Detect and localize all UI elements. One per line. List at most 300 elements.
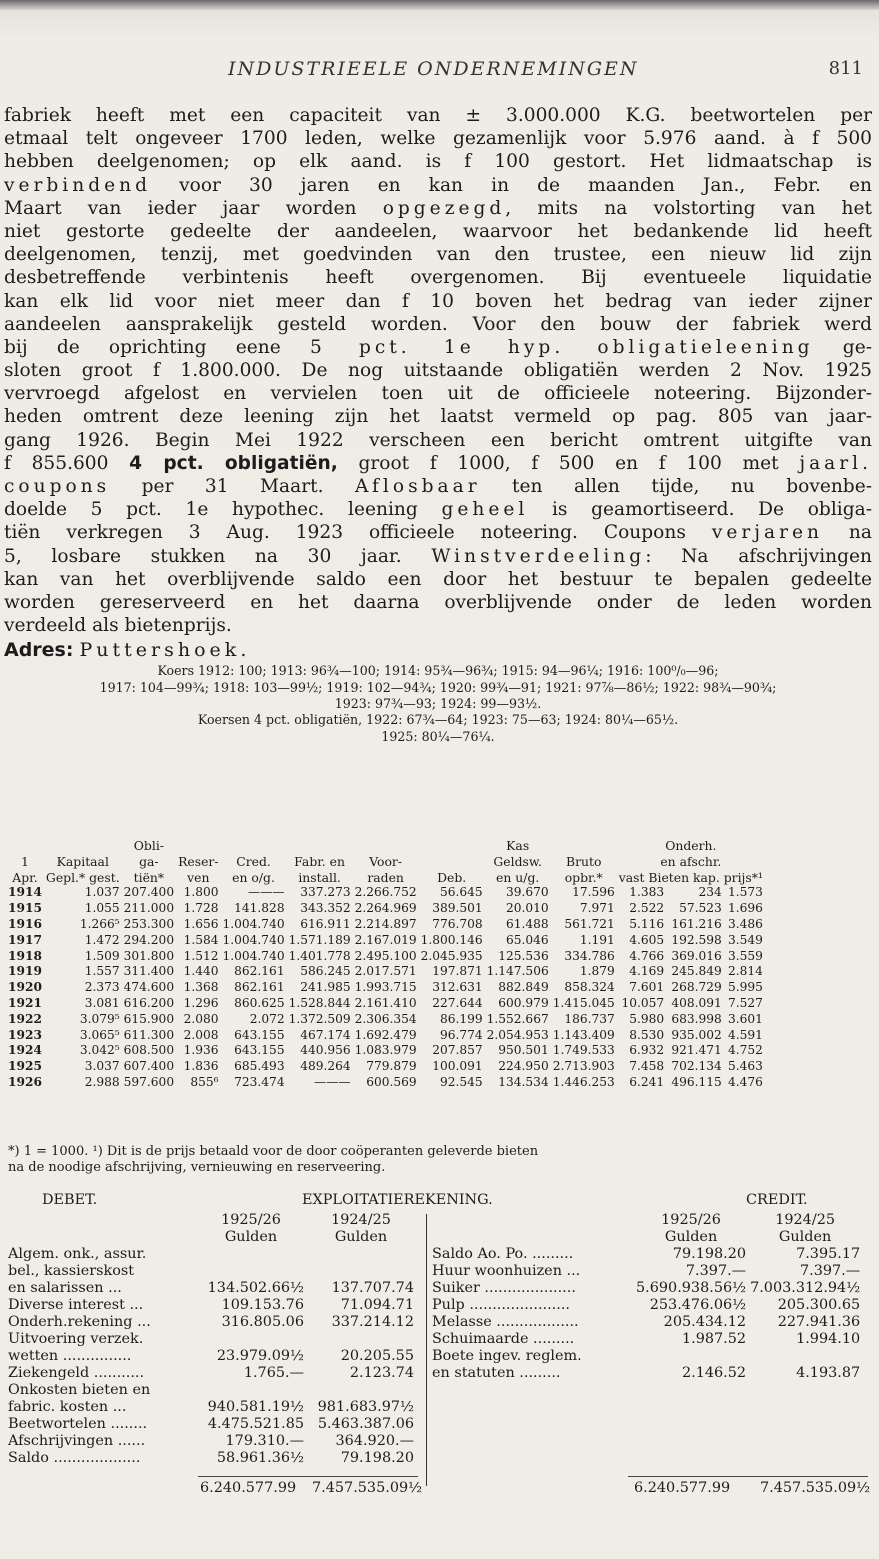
row-year: 1922 <box>8 1011 42 1026</box>
column-header: opbr.* <box>564 869 603 885</box>
debit-table <box>6 1212 416 1467</box>
table-header-row <box>6 854 765 870</box>
table-cell: 334.786 <box>564 948 615 963</box>
column-header: Fabr. en <box>294 853 345 869</box>
column-header: install. <box>298 869 341 885</box>
spaced-term: 5 pct. 1e hyp. obligatieleening <box>309 336 814 358</box>
table-cell: 6.932 <box>629 1043 665 1058</box>
table-cell: 253.300 <box>123 916 175 931</box>
account-row <box>6 1348 416 1365</box>
table-cell: 311.400 <box>123 964 175 979</box>
table-cell: 2.814 <box>728 964 763 979</box>
amount-cell <box>196 1382 306 1399</box>
table-cell: 100.091 <box>432 1059 483 1074</box>
account-label: Pulp ...................... <box>432 1297 570 1313</box>
table-cell: 2.167.019 <box>354 932 417 947</box>
spaced-term: Aflosbaar <box>354 476 481 497</box>
column-header <box>287 838 353 854</box>
table-cell: 2.713.903 <box>552 1059 615 1074</box>
table-cell: 1.446.253 <box>552 1074 615 1089</box>
text-line <box>4 521 872 544</box>
table-cell: 1.696 <box>728 901 763 916</box>
column-header <box>419 854 485 870</box>
table-row <box>6 901 765 917</box>
account-row <box>430 1263 862 1280</box>
table-cell: 1.266⁵ <box>79 916 120 931</box>
column-header: en u/g. <box>496 869 540 885</box>
account-row <box>6 1450 416 1467</box>
amount-cell <box>306 1263 416 1280</box>
table-cell: 1.728 <box>183 901 219 916</box>
table-cell: 3.601 <box>728 1011 763 1026</box>
spaced-term: geheel <box>441 499 529 521</box>
table-cell: 600.979 <box>498 995 549 1010</box>
table-cell: 3.042⁵ <box>79 1043 120 1058</box>
table-cell: 39.670 <box>506 885 549 900</box>
amount-cell: 79.198.20 <box>340 1450 414 1466</box>
table-cell: 5.980 <box>629 1011 665 1026</box>
table-cell: 1.083.979 <box>354 1043 417 1058</box>
table-cell: 10.057 <box>621 995 665 1010</box>
table-cell: 1.528.844 <box>288 995 351 1010</box>
account-row <box>6 1280 416 1297</box>
amount-cell: 7.397.— <box>685 1263 747 1279</box>
account-row <box>430 1280 862 1297</box>
column-header <box>551 838 617 854</box>
table-cell: 56.645 <box>440 885 483 900</box>
column-header <box>419 838 485 854</box>
text-segment: Maart van ieder jaar worden <box>4 197 383 219</box>
text-segment: voor 30 jaren en kan in de maanden Jan., Febr. en <box>151 174 872 196</box>
row-year: 1916 <box>8 916 42 931</box>
price-line: 1923: 97¾—93; 1924: 99—93½. <box>334 696 542 712</box>
financial-history-table <box>6 838 765 1091</box>
table-cell: 855⁶ <box>190 1074 219 1089</box>
column-header: raden <box>367 869 404 885</box>
table-cell: 389.501 <box>432 901 483 916</box>
table-cell: 1.749.533 <box>552 1043 615 1058</box>
table-cell: 7.458 <box>629 1059 665 1074</box>
scan-edge <box>0 0 879 10</box>
year-label: 1925/26 <box>221 1212 281 1228</box>
text-line: aandeelen aansprakelijk gesteld worden. Voor den bouw der fabriek werd <box>4 313 872 335</box>
amount-cell: 134.502.66½ <box>207 1280 304 1296</box>
column-header <box>353 838 419 854</box>
table-row <box>6 1028 765 1044</box>
table-cell: 3.081 <box>84 995 120 1010</box>
table-cell: 685.493 <box>234 1059 285 1074</box>
table-row <box>6 964 765 980</box>
address-label: Adres: <box>4 639 74 662</box>
account-row <box>6 1297 416 1314</box>
row-year: 1918 <box>8 948 42 963</box>
table-cell: 1.800.146 <box>420 932 483 947</box>
spaced-term: verjaren <box>711 522 823 544</box>
year-header-row <box>430 1212 862 1246</box>
amount-cell: 981.683.97½ <box>317 1399 414 1415</box>
text-line: desbetreffende verbintenis heeft overgenomen. Bij eventueele liquidatie <box>4 267 872 289</box>
table-cell: 935.002 <box>671 1027 722 1042</box>
table-cell: 65.046 <box>506 932 549 947</box>
text-segment: : Na afschrijvingen <box>645 545 872 567</box>
account-row <box>6 1399 416 1416</box>
amount-cell: 1.987.52 <box>681 1331 747 1347</box>
amount-cell: 205.434.12 <box>663 1314 747 1330</box>
account-title: EXPLOITATIEREKENING. <box>302 1192 493 1208</box>
text-line <box>4 452 872 475</box>
table-cell: 3.486 <box>728 916 763 931</box>
table-cell: 3.079⁵ <box>79 1011 120 1026</box>
column-header: Kapitaal <box>56 853 109 869</box>
row-year: 1914 <box>8 885 42 900</box>
column-header: en afschr. <box>660 853 722 869</box>
divider <box>426 1214 427 1486</box>
text-segment: ten allen tijde, nu bovenbe- <box>480 476 872 497</box>
table-cell: 1.656 <box>183 916 219 931</box>
table-cell: 337.273 <box>300 885 351 900</box>
account-row <box>6 1365 416 1382</box>
amount-cell: 2.123.74 <box>349 1365 414 1381</box>
total-debit-a: 6.240.577.99 <box>200 1480 297 1496</box>
table-cell: 4.605 <box>629 932 665 947</box>
table-cell: 245.849 <box>671 964 722 979</box>
year-header <box>748 1212 862 1246</box>
text-line <box>4 174 872 197</box>
account-label: fabric. kosten ... <box>8 1399 127 1415</box>
table-cell: 207.400 <box>123 885 175 900</box>
exploitation-account <box>6 1192 872 1466</box>
text-line: kan elk lid voor niet meer dan f 10 boven het bedrag van ieder zijner <box>4 290 872 312</box>
column-header: Deb. <box>437 869 467 885</box>
text-line: worden gereserveerd en het daarna overblijvende onder de leden worden <box>4 591 872 613</box>
account-label: Suiker .................... <box>432 1280 576 1296</box>
table-cell: 312.631 <box>432 980 483 995</box>
table-cell: 862.161 <box>234 980 285 995</box>
table-cell: 2.264.969 <box>354 901 417 916</box>
column-header: Cred. <box>236 853 271 869</box>
amount-cell: 205.300.65 <box>777 1297 861 1313</box>
text-line <box>4 545 872 568</box>
debit-column <box>6 1212 416 1467</box>
account-row <box>6 1433 416 1450</box>
amount-cell: 7.397.— <box>799 1263 861 1279</box>
table-cell: 1.372.509 <box>288 1011 351 1026</box>
table-cell: 3.037 <box>84 1059 120 1074</box>
footnote: *) 1 = 1000. ¹) Dit is de prijs betaald voor de door coöperanten geleverde bieten <box>8 1144 539 1159</box>
table-cell: 1.296 <box>183 995 219 1010</box>
row-year: 1917 <box>8 932 42 947</box>
table-cell: 440.956 <box>300 1043 351 1058</box>
account-label: Huur woonhuizen ... <box>432 1263 581 1279</box>
table-cell: 474.600 <box>123 980 175 995</box>
amount-cell: 940.581.19½ <box>207 1399 304 1415</box>
account-header <box>6 1192 872 1210</box>
table-cell: 1.147.506 <box>486 964 549 979</box>
text-segment: na <box>822 522 872 544</box>
running-header <box>0 58 879 86</box>
price-line: Koers 1912: 100; 1913: 96¾—100; 1914: 95¾—96¾; 1915: 94—96¼; 1916: 100⁰/₀—96; <box>157 663 719 679</box>
column-header: ven <box>187 869 210 885</box>
table-cell: 2.306.354 <box>354 1011 417 1026</box>
text-line: deelgenomen, tenzij, met goedvinden van den trustee, een nieuw lid zijn <box>4 244 872 266</box>
account-label: Ziekengeld ........... <box>8 1365 145 1381</box>
year-label: 1925/26 <box>661 1212 721 1228</box>
table-cell: 192.598 <box>671 932 722 947</box>
price-line: Koersen 4 pct. obligatiën, 1922: 67¾—64; 1923: 75—63; 1924: 80¼—65½. <box>197 712 679 728</box>
amount-cell <box>306 1382 416 1399</box>
table-cell: 921.471 <box>671 1043 722 1058</box>
amount-cell <box>196 1246 306 1263</box>
table-cell: 1.191 <box>579 932 615 947</box>
column-header: Geldsw. <box>493 853 542 869</box>
table-cell: 1.440 <box>183 964 219 979</box>
text-line: etmaal telt ongeveer 1700 leden, welke gezamenlijk voor 5.976 aand. à f 500 <box>4 128 872 150</box>
amount-cell: 253.476.06½ <box>649 1297 747 1313</box>
table-cell: 3.559 <box>728 948 763 963</box>
column-header: Obli- <box>133 838 164 853</box>
unit-label: Gulden <box>664 1229 718 1245</box>
amount-cell: 20.205.55 <box>340 1348 414 1364</box>
text-segment: ge- <box>813 336 872 358</box>
amount-cell: 1.765.— <box>243 1365 304 1381</box>
column-header: Onderh. <box>665 838 717 853</box>
text-line: gang 1926. Begin Mei 1922 verscheen een bericht omtrent uitgifte van <box>4 429 872 451</box>
text-line: sloten groot f 1.800.000. De nog uitstaande obligatiën werden 2 Nov. 1925 <box>4 360 872 382</box>
account-label: en salarissen ... <box>8 1280 122 1296</box>
table-row <box>6 1012 765 1028</box>
table-cell: 683.998 <box>671 1011 722 1026</box>
account-label: Afschrijvingen ...... <box>8 1433 146 1449</box>
amount-cell: 2.146.52 <box>681 1365 747 1381</box>
amount-cell <box>306 1246 416 1263</box>
table-cell: 17.596 <box>572 885 615 900</box>
table-cell: 369.016 <box>671 948 722 963</box>
account-row <box>6 1263 416 1280</box>
account-row <box>430 1348 862 1365</box>
text-line <box>4 498 872 521</box>
table-cell: 1.557 <box>84 964 120 979</box>
page-number: 811 <box>828 58 863 79</box>
account-row <box>6 1382 416 1399</box>
account-row <box>430 1331 862 1348</box>
table-cell: 20.010 <box>506 901 549 916</box>
table-cell: 1.055 <box>84 901 120 916</box>
row-year: 1915 <box>8 901 42 916</box>
amount-cell: 7.395.17 <box>796 1246 861 1262</box>
table-cell: 186.737 <box>564 1011 615 1026</box>
account-label: en statuten ......... <box>432 1365 561 1381</box>
table-header-row <box>6 838 765 854</box>
table-row <box>6 933 765 949</box>
table-cell: 1.143.409 <box>552 1027 615 1042</box>
amount-cell: 79.198.20 <box>672 1246 747 1262</box>
table-cell: 1.472 <box>84 932 120 947</box>
table-cell: 1.401.778 <box>288 948 351 963</box>
year-header <box>6 1212 196 1246</box>
column-header: Kas <box>506 838 530 853</box>
spaced-term: verbindend <box>4 174 152 196</box>
column-header: vast Bieten kap. prijs*¹ <box>618 869 763 885</box>
table-cell: 496.115 <box>671 1074 722 1089</box>
table-cell: 2.080 <box>183 1011 219 1026</box>
table-cell: 125.536 <box>498 948 549 963</box>
account-label: Boete ingev. reglem. <box>432 1348 582 1364</box>
table-cell: 57.523 <box>679 901 722 916</box>
year-label: 1924/25 <box>331 1212 391 1228</box>
text-segment: per 31 Maart. <box>110 476 355 497</box>
column-header <box>221 838 287 854</box>
table-header-row <box>6 870 765 886</box>
amount-cell: 4.475.521.85 <box>207 1416 304 1432</box>
row-year: 1926 <box>8 1074 42 1089</box>
table-cell: 6.241 <box>629 1074 665 1089</box>
address-value: Puttershoek. <box>79 639 251 662</box>
table-cell: 7.601 <box>629 980 665 995</box>
account-label: Schuimaarde ......... <box>432 1331 575 1347</box>
table-cell: 643.155 <box>234 1043 285 1058</box>
table-row <box>6 917 765 933</box>
year-header <box>634 1212 748 1246</box>
column-header: 1 <box>21 853 29 869</box>
table-cell: ——— <box>248 885 285 900</box>
bold-term: 4 pct. obligatiën, <box>129 452 338 474</box>
table-cell: 723.474 <box>234 1074 285 1089</box>
text-line: hebben deelgenomen; op elk aand. is f 100 gestort. Het lidmaatschap is <box>4 151 872 173</box>
table-cell: 3.065⁵ <box>79 1027 120 1042</box>
table-cell: 2.522 <box>629 901 665 916</box>
amount-cell: 58.961.36½ <box>216 1450 304 1466</box>
text-line: verdeeld als bietenprijs. <box>4 615 232 637</box>
address-line <box>4 637 872 663</box>
table-row <box>6 1043 765 1059</box>
table-cell: 5.116 <box>629 916 665 931</box>
row-year: 1925 <box>8 1059 42 1074</box>
account-label: Uitvoering verzek. <box>8 1331 144 1347</box>
table-cell: 4.766 <box>629 948 665 963</box>
text-line: fabriek heeft met een capaciteit van ± 3.000.000 K.G. beetwortelen per <box>4 105 872 126</box>
table-cell: 2.988 <box>84 1074 120 1089</box>
account-row <box>430 1297 862 1314</box>
table-cell: 1.879 <box>579 964 615 979</box>
body-text <box>4 104 872 745</box>
unit-label: Gulden <box>334 1229 388 1245</box>
account-label: Onkosten bieten en <box>8 1382 151 1398</box>
table-cell: 882.849 <box>498 980 549 995</box>
column-header: en o/g. <box>232 869 275 885</box>
amount-cell <box>196 1331 306 1348</box>
table-cell: 1.993.715 <box>354 980 417 995</box>
account-label: bel., kassierskost <box>8 1263 135 1279</box>
text-segment: bij de oprichting eene <box>4 336 310 358</box>
table-cell: 4.591 <box>728 1027 763 1042</box>
row-year: 1924 <box>8 1043 42 1058</box>
table-row <box>6 949 765 965</box>
debit-heading: DEBET. <box>42 1192 98 1208</box>
table-cell: 2.214.897 <box>354 916 417 931</box>
account-label: Algem. onk., assur. <box>8 1246 147 1262</box>
table-cell: 61.488 <box>506 916 549 931</box>
table-cell: 1.037 <box>84 885 120 900</box>
row-year: 1923 <box>8 1027 42 1042</box>
table-cell: 7.971 <box>579 901 615 916</box>
table-cell: 268.729 <box>671 980 722 995</box>
column-header <box>6 838 44 854</box>
amount-cell: 1.994.10 <box>796 1331 861 1347</box>
table-cell: 4.752 <box>728 1043 763 1058</box>
table-cell: 779.879 <box>366 1059 417 1074</box>
table-cell: 597.600 <box>123 1074 175 1089</box>
amount-cell: 4.193.87 <box>796 1365 861 1381</box>
table-cell: 408.091 <box>671 995 722 1010</box>
table-cell: 211.000 <box>123 901 175 916</box>
table-cell: 1.415.045 <box>552 995 615 1010</box>
amount-cell: 23.979.09½ <box>216 1348 304 1364</box>
amount-cell: 5.690.938.56½ <box>636 1280 747 1296</box>
table-cell: 2.045.935 <box>420 948 483 963</box>
table-cell: 2.495.100 <box>354 948 417 963</box>
table-cell: 294.200 <box>123 932 175 947</box>
table-cell: 2.017.571 <box>354 964 417 979</box>
table-cell: 1.936 <box>183 1043 219 1058</box>
table-cell: 467.174 <box>300 1027 351 1042</box>
total-credit-a: 6.240.577.99 <box>634 1480 731 1496</box>
table-cell: 5.995 <box>728 980 763 995</box>
table-cell: 608.500 <box>123 1043 175 1058</box>
table-cell: 1.692.479 <box>354 1027 417 1042</box>
table-cell: 7.527 <box>728 995 763 1010</box>
year-header <box>430 1212 634 1246</box>
account-row <box>6 1416 416 1433</box>
column-header: Apr. <box>12 869 38 885</box>
table-row <box>6 996 765 1012</box>
table-cell: 616.200 <box>123 995 175 1010</box>
text-line: niet gestorte gedeelte der aandeelen, waarvoor het bedankende lid heeft <box>4 220 872 242</box>
spaced-term: coupons <box>4 476 111 497</box>
credit-heading: CREDIT. <box>746 1192 808 1208</box>
account-label: Beetwortelen ........ <box>8 1416 148 1432</box>
account-label: Melasse .................. <box>432 1314 579 1330</box>
table-cell: 92.545 <box>440 1074 483 1089</box>
row-year: 1919 <box>8 964 42 979</box>
column-header: Gepl.* gest. <box>45 869 120 885</box>
table-cell: 1.004.740 <box>222 916 285 931</box>
text-line <box>4 336 872 359</box>
column-header: ga- <box>139 853 159 869</box>
account-label: Saldo ................... <box>8 1450 141 1466</box>
column-header <box>176 838 220 854</box>
table-cell: 197.871 <box>432 964 483 979</box>
table-cell: 862.161 <box>234 964 285 979</box>
table-cell: 4.476 <box>728 1074 763 1089</box>
table-cell: 1.004.740 <box>222 948 285 963</box>
amount-cell <box>748 1348 862 1365</box>
table-cell: 96.774 <box>440 1027 483 1042</box>
table-cell: 301.800 <box>123 948 175 963</box>
unit-label: Gulden <box>224 1229 278 1245</box>
amount-cell <box>634 1348 748 1365</box>
account-row <box>6 1246 416 1263</box>
total-debit-b: 7.457.535.09½ <box>312 1480 423 1496</box>
row-year: 1920 <box>8 980 42 995</box>
amount-cell: 227.941.36 <box>777 1314 861 1330</box>
table-cell: 2.054.953 <box>486 1027 549 1042</box>
table-cell: 227.644 <box>432 995 483 1010</box>
column-header: tiën* <box>133 869 165 885</box>
table-cell: 1.571.189 <box>288 932 351 947</box>
row-year: 1921 <box>8 995 42 1010</box>
column-header: Reser- <box>178 853 219 869</box>
account-label: Saldo Ao. Po. ......... <box>432 1246 574 1262</box>
